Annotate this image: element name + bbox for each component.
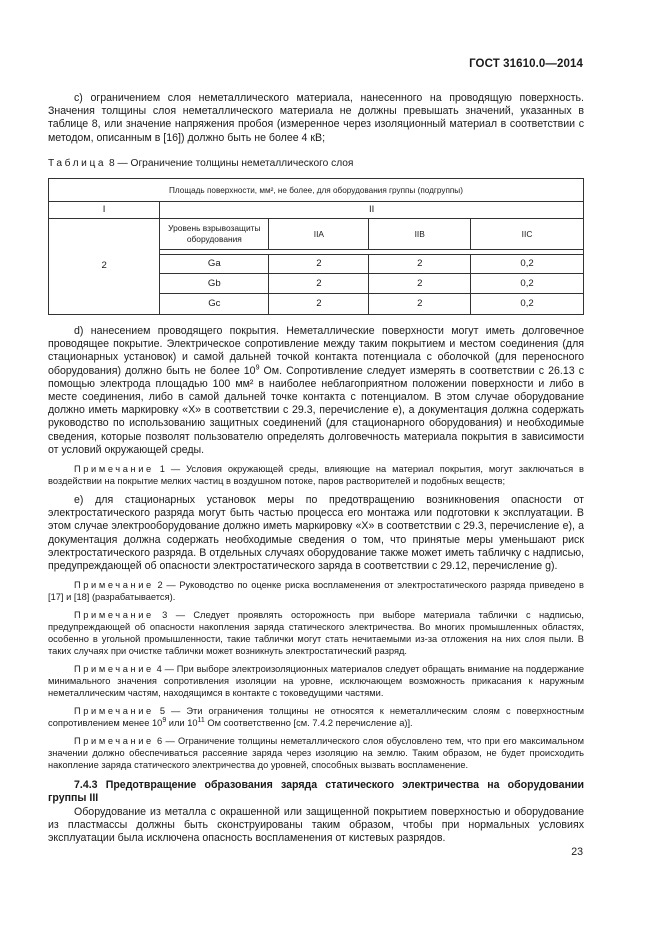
table-number: 8 [109,157,115,169]
cell-level: Ga [160,255,269,274]
note-5: Примечание 5 — Эти ограничения толщины не относятся к неметаллическим слоям с поверхностным сопротивлением менее $10^9$ или $10^{11}$ Ом соответственно [см. 7.4.2 перечисление а)]. [48,706,584,729]
cell-level: Gc [160,294,269,315]
cell-iic: 0,2 [471,255,584,274]
paragraph-d: d) нанесением проводящего покрытия. Неметаллические поверхности могут иметь долговечное проводящее покрытие. Электрическое сопротивление между таким покрытием и местом соединения (для стационарных установок) и самой дальней точкой контакта потенциала с оболочкой (для переносного оборудования) должно быть не более $10^9$ Ом. Сопротивление следует измерять в соответствии с 26.13 с помощью электрода площадью 100 мм² в наиболее неблагоприятном положении поверхности и либо в месте соединения, либо в самой дальней точке контакта с потенциалом. В этом случае оборудование должно иметь маркировку «X» в соответствии с 29.3, перечисление е), а документация должна содержать руководство по использованию защитных соединений (для стационарного оборудования) и необходимые сведения, которые позволят пользователю определять долговечность материала покрытия в зависимости от условий окружающей среды. [48,325,584,456]
cell-iia: 2 [269,255,369,274]
paragraph-e: е) для стационарных установок меры по предотвращению возникновения опасности от электростатического разряда могут быть частью процесса его монтажа или подготовки к эксплуатации. В этом случае электрооборудование должно иметь маркировку «X» в соответствии с 29.3, перечисление е), а документация должна содержать необходимые сведения о том, что принятые меры уменьшают риск электростатического разряда. В отдельных случаях оборудование также может иметь табличку с надписью, предупреждающей об опасности электростатического заряда в соответствии с 29.12, перечисление g). [48,494,584,573]
note-6: Примечание 6 — Ограничение толщины неметаллического слоя обусловлено тем, что при его максимальном значении должно обеспечиваться рассеяние заряда через изоляцию на землю. Таким образом, не будет происходить накопление заряда статического электричества до уровней, способных вызвать воспламенение. [48,736,584,771]
note-2: Примечание 2 — Руководство по оценке риска воспламенения от электростатического разряда приведено в [17] и [18] (разрабатывается). [48,580,584,603]
cell-iic: 0,2 [471,274,584,294]
table-title: — Ограничение толщины неметаллического слоя [117,157,354,169]
paragraph-final: Оборудование из металла с окрашенной или защищенной покрытием поверхностью и оборудование из пластмассы должны быть сконструированы таким образом, чтобы при нормальных условиях эксплуатации была исключена опасность воспламенения от кистевых разрядов. [48,805,584,845]
cell-iic: 0,2 [471,294,584,315]
cell-iib: 2 [369,255,471,274]
page-content [48,92,584,845]
group-I-value: 2 [49,255,160,315]
cell-iia: 2 [269,274,369,294]
thickness-table [48,178,584,315]
table-header-main: Площадь поверхности, мм², не более, для оборудования группы (подгруппы) [49,179,584,202]
cell-iia: 2 [269,294,369,315]
note-3: Примечание 3 — Следует проявлять осторожность при выборе материала таблички с надписью, предупреждающей об опасности накопления заряда статического электричества. Во многих промышленных областях, особенно в угольной промышленности, такие таблички могут стать нечитаемыми из-за отложения на них слоя пыли. В таких случаях при очистке таблички может возникнуть электростатический разряд. [48,610,584,657]
col-IIA: IIA [269,219,369,250]
col-IIC: IIC [471,219,584,250]
note-4: Примечание 4 — При выборе электроизоляционных материалов следует обращать внимание на поддержание минимального значения сопротивления изоляции на уровне, исключающем возможность прикасания к наружным неметаллическим частям, находящимся в контакте с токоведущими частями. [48,664,584,699]
col-group-II: II [160,202,584,219]
col-group-I-blank [49,219,160,255]
col-level: Уровень взрывозащиты оборудования [160,219,269,250]
table-row [49,255,584,274]
cell-iib: 2 [369,274,471,294]
document-code: ГОСТ 31610.0—2014 [469,58,583,70]
cell-level: Gb [160,274,269,294]
col-IIB: IIB [369,219,471,250]
col-group-I: I [49,202,160,219]
section-heading: 7.4.3 Предотвращение образования заряда статического электричества на оборудовании группы III [48,779,584,805]
table-label: Таблица [48,157,107,169]
page-number: 23 [571,846,583,858]
table-caption [48,157,584,170]
paragraph-c: c) ограничением слоя неметаллического материала, нанесенного на проводящую поверхность. Значения толщины слоя неметаллического материала не должны превышать значений, указанных в таблице 8, или значение напряжения пробоя (измеренное через изоляционный материал в соответствии с методом, описанным в [16]) должно быть не более 4 кВ; [48,92,584,144]
cell-iib: 2 [369,294,471,315]
note-1: Примечание 1 — Условия окружающей среды, влияющие на материал покрытия, могут заключаться в воздействии на покрытие мелких частиц в воздушном потоке, паров растворителей и подобных веществ; [48,464,584,487]
